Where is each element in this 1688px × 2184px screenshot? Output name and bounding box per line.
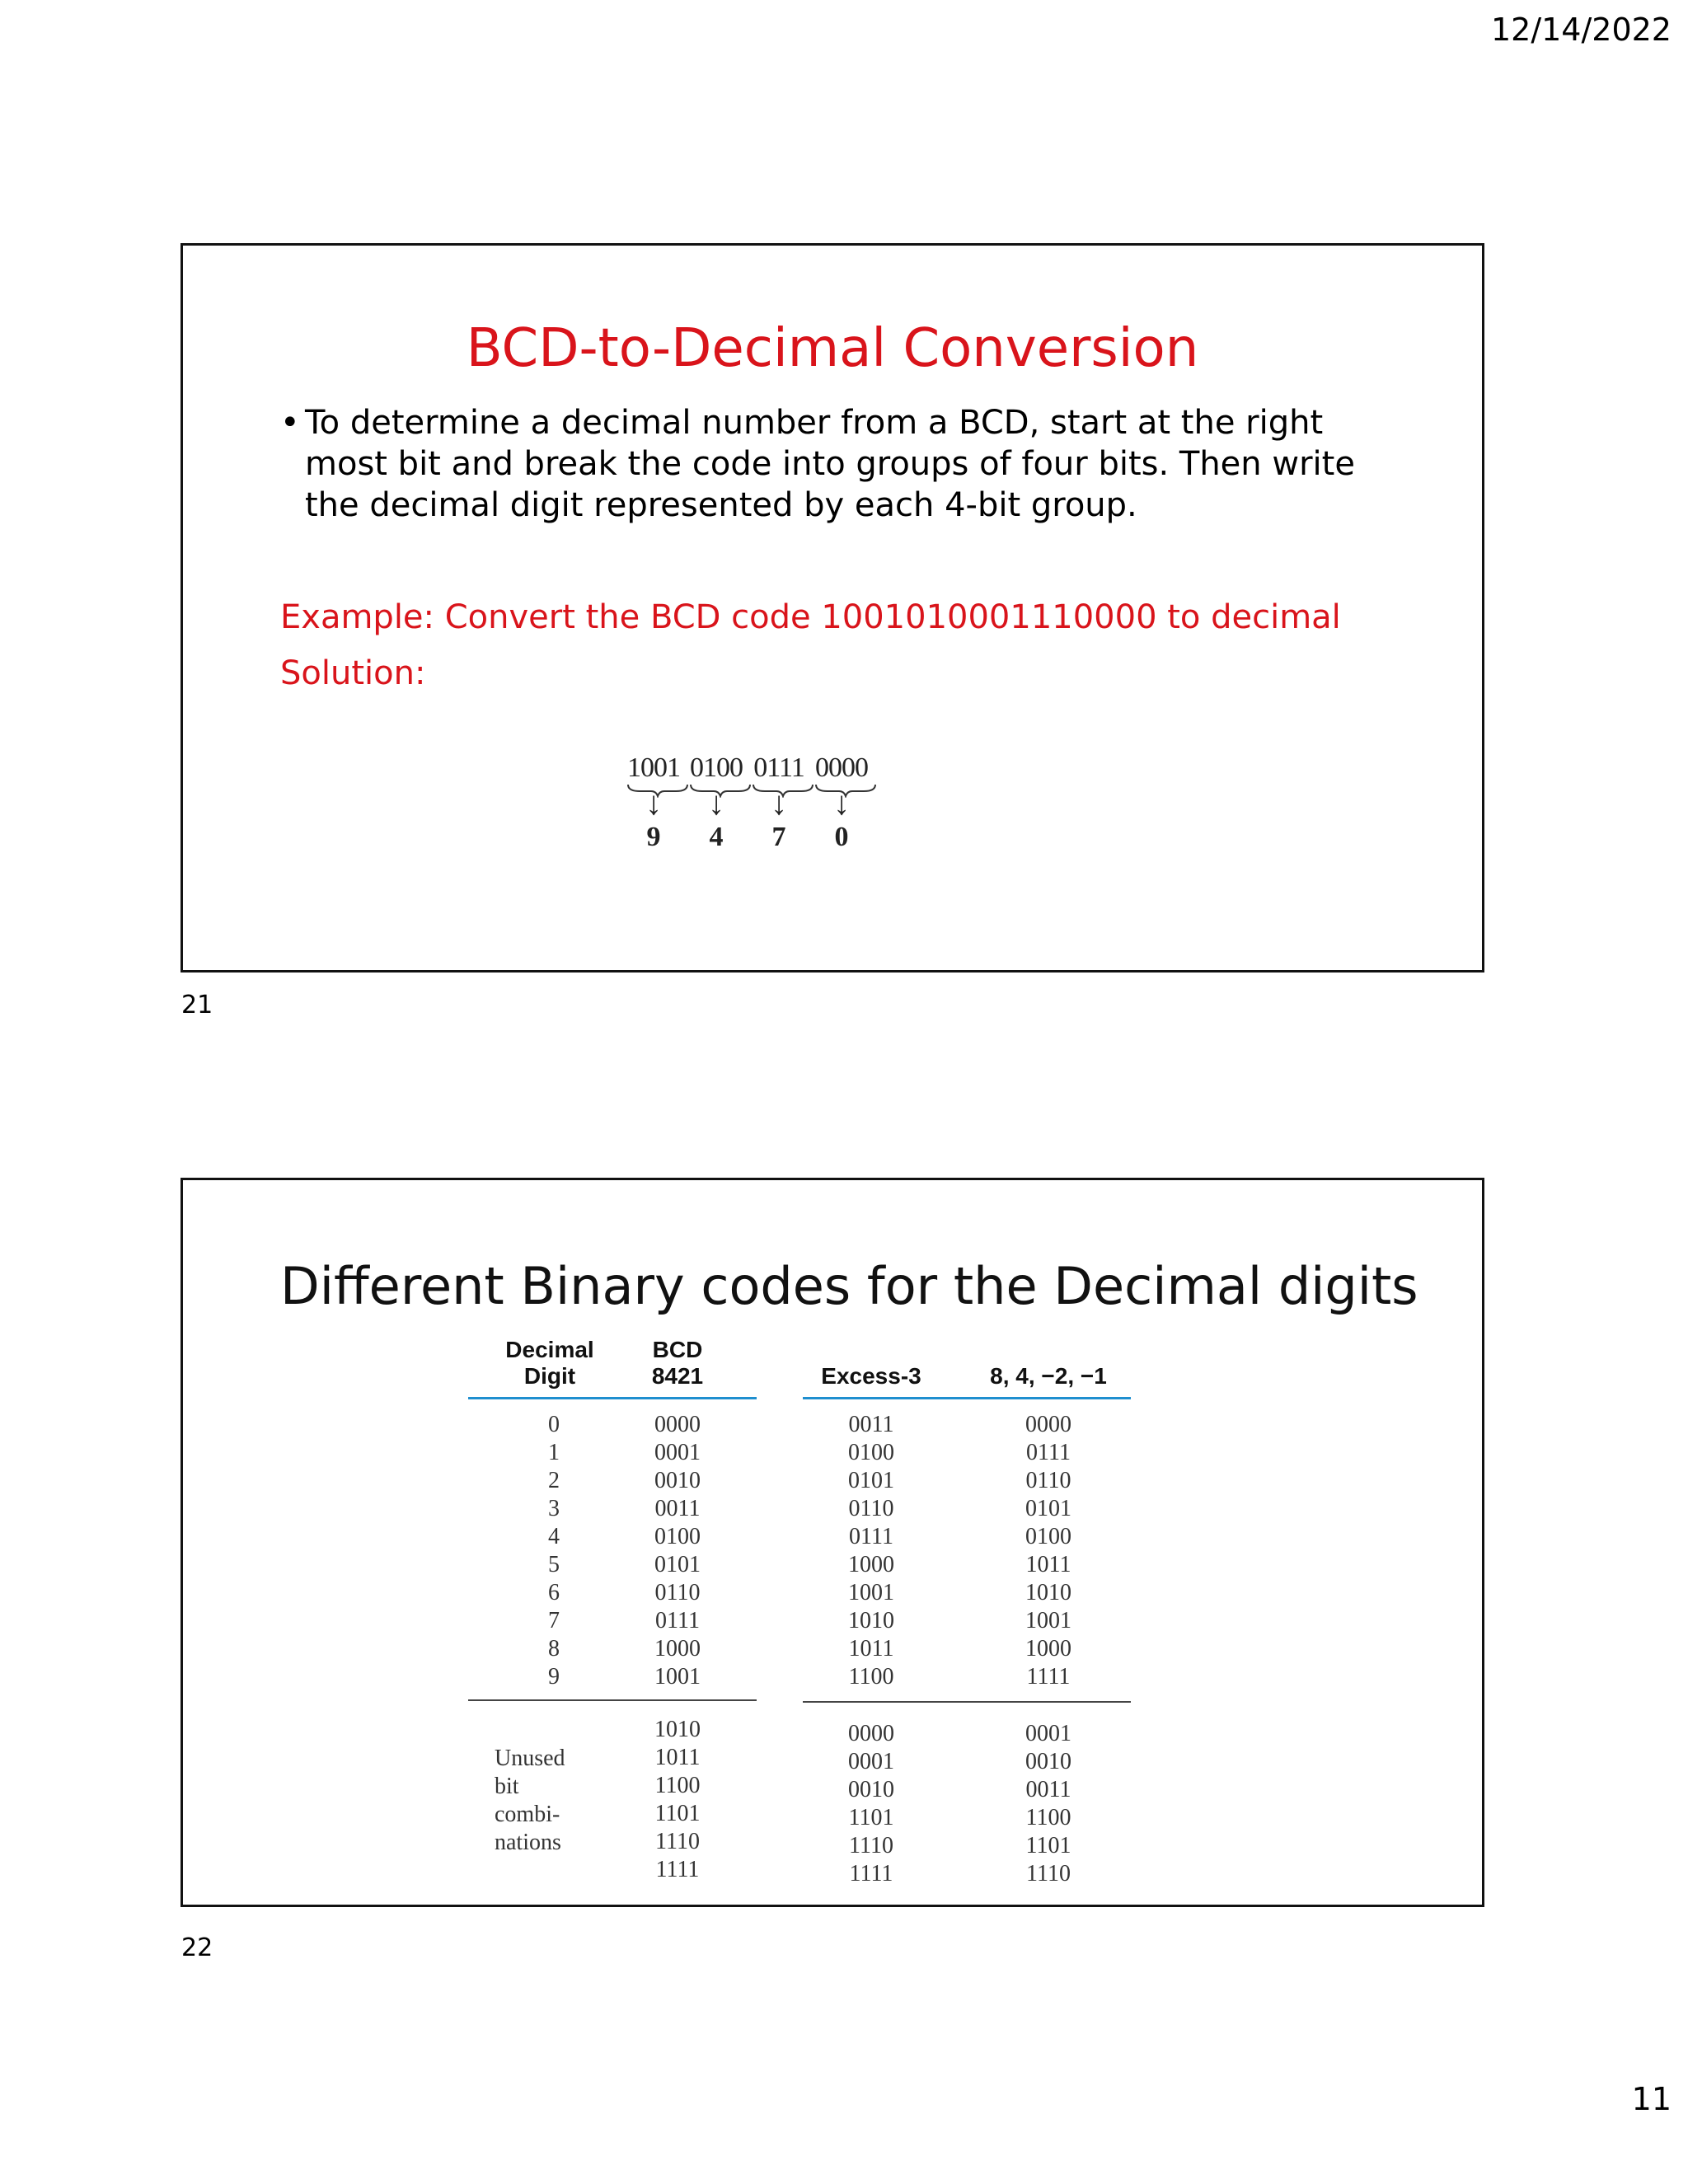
unused-label-line: Unused	[495, 1746, 565, 1771]
decimal-digit-cell: 6	[548, 1580, 560, 1605]
unused-bcd-cell: 1110	[655, 1829, 700, 1854]
excess3-code-cell: 1000	[848, 1552, 894, 1577]
unused-excess3-cell: 0010	[848, 1777, 894, 1802]
header-decimal-digit	[488, 1337, 612, 1390]
bcd-code-cell: 1001	[654, 1664, 701, 1690]
unused-weighted-cell: 1101	[1025, 1833, 1071, 1858]
header-bcd-line1: BCD	[652, 1337, 703, 1362]
unused-weighted-column	[999, 1720, 1098, 1888]
decimal-digit: 9	[646, 822, 661, 852]
down-arrow-icon: ↓	[771, 785, 787, 822]
bcd-code-cell: 0010	[654, 1468, 701, 1493]
unused-label-line: bit	[495, 1774, 519, 1799]
header-weighted: 8, 4, −2, −1	[990, 1363, 1107, 1389]
bcd-group-bits: 0111	[753, 752, 804, 783]
bcd-group-bits: 0100	[690, 752, 743, 783]
down-arrow-icon: ↓	[833, 785, 850, 822]
bcd-group	[624, 752, 683, 853]
unused-weighted-cell: 0011	[1025, 1777, 1071, 1802]
weighted-code-cell: 0110	[1025, 1468, 1071, 1493]
decimal-digit-column	[513, 1411, 595, 1691]
down-arrow-icon: ↓	[708, 785, 724, 822]
header-bcd-line2: 8421	[651, 1363, 704, 1389]
bcd-group	[749, 752, 809, 853]
excess3-code-cell: 1001	[848, 1580, 894, 1605]
decimal-digit-cell: 7	[548, 1608, 560, 1633]
slide-title: Different Binary codes for the Decimal digits	[280, 1256, 1418, 1316]
unused-bcd-cell: 1011	[654, 1745, 701, 1770]
unused-weighted-cell: 0001	[1025, 1721, 1071, 1746]
weighted-code-cell: 1000	[1025, 1636, 1071, 1661]
bullet-content: To determine a decimal number from a BCD, start at the right most bit and break the code into groups of four bits. Then write the decimal digit represented by each 4-bit group.	[305, 404, 1355, 524]
solution-label: Solution:	[280, 654, 426, 692]
excess3-code-cell: 1010	[848, 1608, 894, 1633]
unused-weighted-cell: 1100	[1025, 1805, 1071, 1830]
down-arrow-icon: ↓	[645, 785, 662, 822]
excess3-code-cell: 0011	[848, 1412, 894, 1437]
weighted-code-cell: 0111	[1026, 1440, 1071, 1465]
bcd-code-cell: 0100	[654, 1524, 701, 1549]
slide-number: 22	[181, 1933, 213, 1962]
bcd-code-cell: 0011	[654, 1496, 701, 1521]
unused-weighted-cell: 0010	[1025, 1749, 1071, 1774]
unused-bcd-cell: 1111	[655, 1857, 700, 1882]
unused-combinations-label	[495, 1745, 565, 1857]
unused-excess3-cell: 1111	[849, 1861, 893, 1886]
excess3-code-cell: 1011	[848, 1636, 894, 1661]
header-excess3: Excess-3	[821, 1363, 921, 1389]
unused-label-line: nations	[495, 1830, 561, 1855]
slide-title: BCD-to-Decimal Conversion	[466, 318, 1199, 379]
page-number: 11	[1631, 2081, 1672, 2117]
bcd-group-bits: 0000	[815, 752, 868, 783]
weighted-code-cell: 0101	[1025, 1496, 1071, 1521]
section-rule	[803, 1701, 1131, 1703]
decimal-digit-cell: 2	[548, 1468, 560, 1493]
decimal-digit: 7	[771, 822, 786, 852]
slide-bcd-to-decimal	[181, 243, 1484, 972]
bcd-group-bits: 1001	[627, 752, 680, 783]
unused-excess3-cell: 1110	[849, 1833, 893, 1858]
weighted-code-cell: 1011	[1025, 1552, 1071, 1577]
weighted-code-cell: 1111	[1026, 1664, 1071, 1690]
weighted-code-cell: 0000	[1025, 1412, 1071, 1437]
bcd-code-cell: 0110	[654, 1580, 701, 1605]
section-rule	[468, 1699, 757, 1701]
slide-binary-codes	[181, 1178, 1484, 1907]
bcd-code-cell: 0101	[654, 1552, 701, 1577]
bcd-code-cell: 0000	[654, 1412, 701, 1437]
decimal-digit-cell: 5	[548, 1552, 560, 1577]
header-rule	[803, 1397, 1131, 1399]
unused-excess3-cell: 0000	[848, 1721, 894, 1746]
decimal-digit-cell: 3	[548, 1496, 560, 1521]
unused-bcd-cell: 1010	[654, 1717, 701, 1742]
excess3-code-cell: 0100	[848, 1440, 894, 1465]
excess3-column	[822, 1411, 921, 1691]
decimal-digit: 4	[709, 822, 724, 852]
header-rule	[468, 1397, 757, 1399]
header-decimal-line2: Digit	[523, 1363, 576, 1389]
unused-bcd-cell: 1101	[654, 1801, 701, 1826]
slide-number: 21	[181, 991, 213, 1019]
unused-excess3-column	[822, 1720, 921, 1888]
bullet-text	[280, 402, 1409, 526]
unused-label-line: combi-	[495, 1802, 560, 1827]
header-bcd	[632, 1337, 723, 1390]
decimal-digit-cell: 0	[548, 1412, 560, 1437]
weighted-code-cell: 1001	[1025, 1608, 1071, 1633]
excess3-code-cell: 1100	[848, 1664, 894, 1690]
weighted-column	[999, 1411, 1098, 1691]
decimal-digit: 0	[834, 822, 849, 852]
excess3-code-cell: 0111	[849, 1524, 893, 1549]
header-decimal-line1: Decimal	[505, 1337, 594, 1362]
bullet-symbol: •	[280, 404, 300, 442]
decimal-digit-cell: 1	[548, 1440, 560, 1465]
excess3-code-cell: 0101	[848, 1468, 894, 1493]
bcd-code-cell: 1000	[654, 1636, 701, 1661]
unused-bcd-cell: 1100	[654, 1773, 701, 1798]
decimal-digit-cell: 8	[548, 1636, 560, 1661]
unused-excess3-cell: 1101	[848, 1805, 894, 1830]
unused-weighted-cell: 1110	[1026, 1861, 1071, 1886]
decimal-digit-cell: 9	[548, 1664, 560, 1690]
bcd-column	[628, 1411, 727, 1691]
bcd-code-cell: 0001	[654, 1440, 701, 1465]
bcd-code-cell: 0111	[655, 1608, 700, 1633]
unused-excess3-cell: 0001	[848, 1749, 894, 1774]
bcd-group	[812, 752, 871, 853]
decimal-digit-cell: 4	[548, 1524, 560, 1549]
print-date: 12/14/2022	[1490, 12, 1672, 48]
example-text: Example: Convert the BCD code 1001010001110000 to decimal	[280, 598, 1341, 636]
bcd-group	[687, 752, 746, 853]
weighted-code-cell: 1010	[1025, 1580, 1071, 1605]
weighted-code-cell: 0100	[1025, 1524, 1071, 1549]
group-brace-icon	[183, 781, 1487, 798]
excess3-code-cell: 0110	[848, 1496, 894, 1521]
unused-bcd-column	[628, 1716, 727, 1884]
